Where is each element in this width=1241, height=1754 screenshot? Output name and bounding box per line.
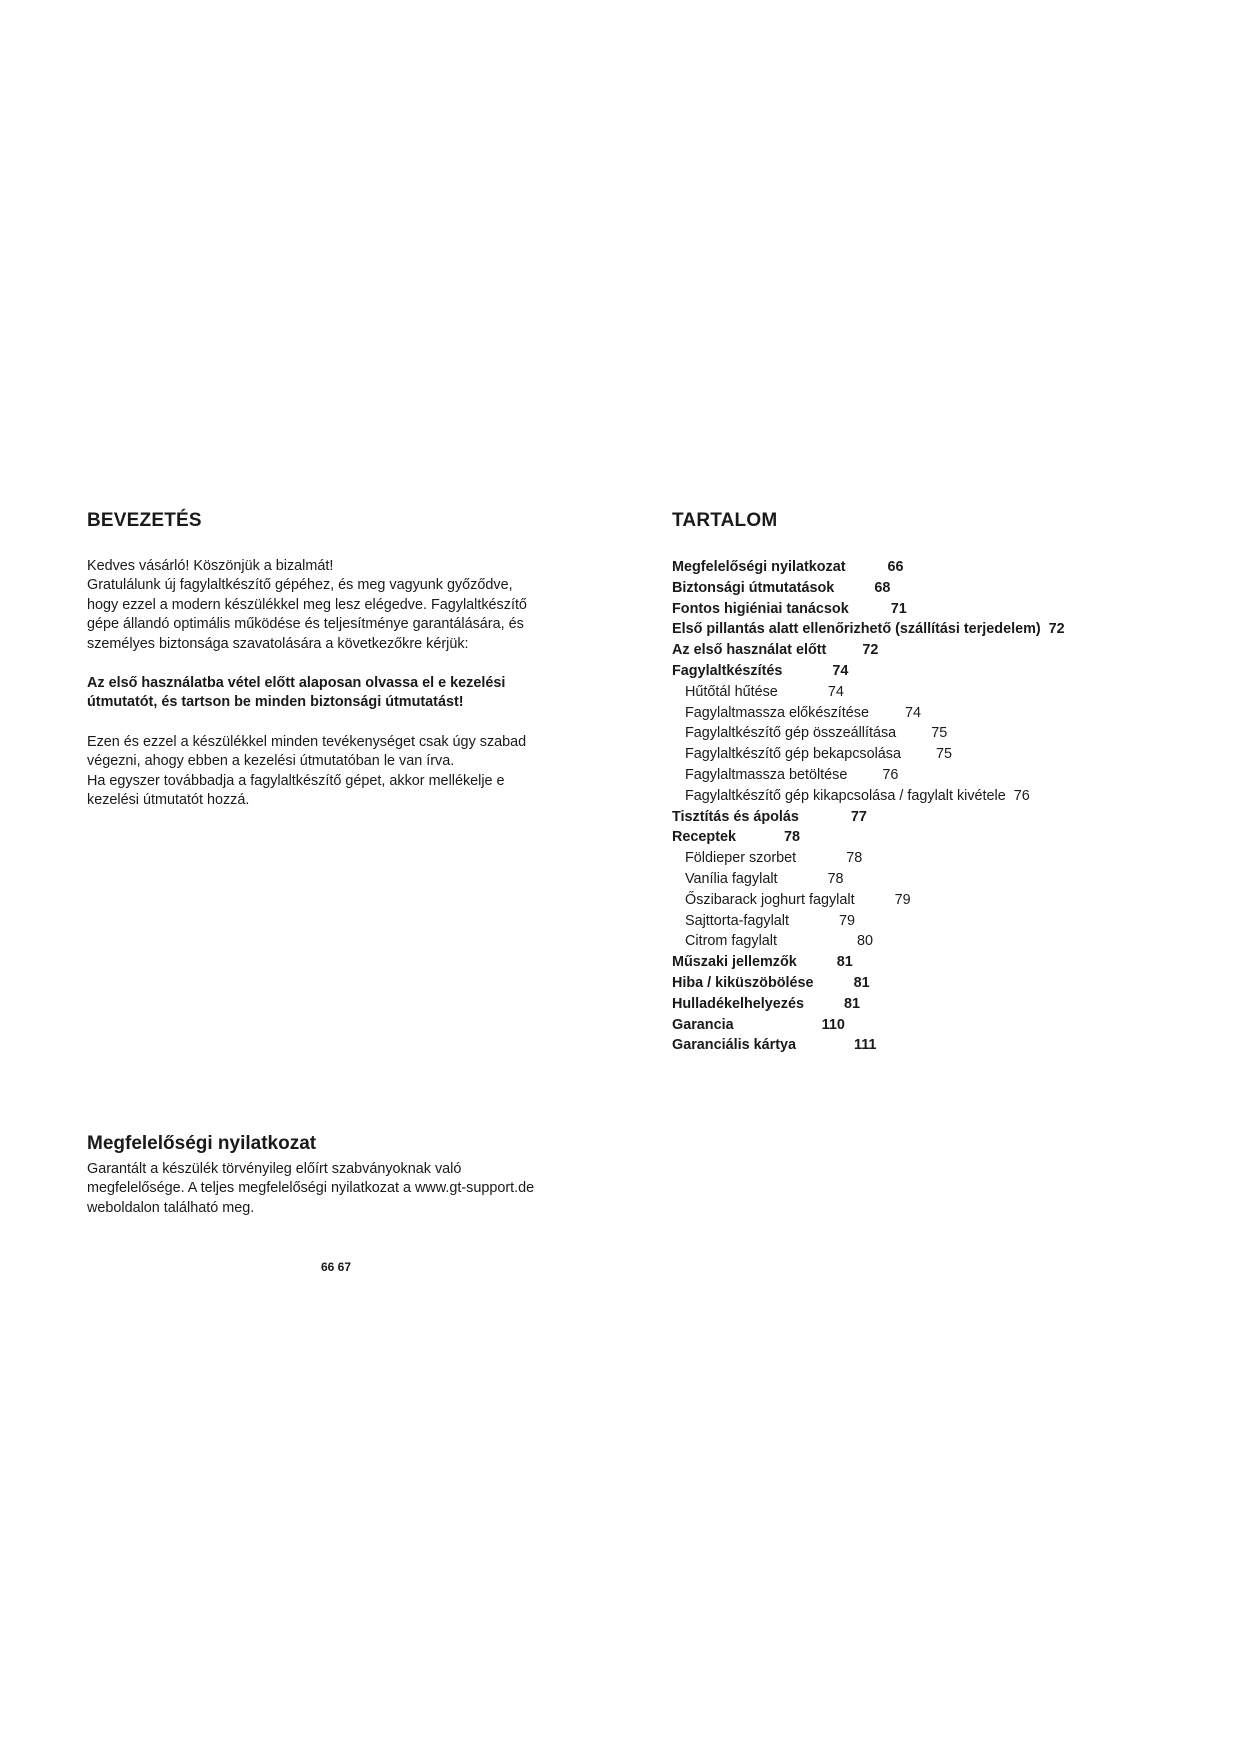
- usage-line: Ha egyszer továbbadja a fagylaltkészítő gépet, akkor mellékelje e: [87, 772, 505, 789]
- toc-entry-page: 68: [874, 579, 891, 596]
- toc-entry[interactable]: [672, 619, 1192, 640]
- toc-entry[interactable]: [672, 682, 1192, 703]
- conformity-body: [87, 1160, 587, 1218]
- conformity-section: [87, 1130, 587, 1218]
- toc-entry-label: Receptek: [672, 829, 736, 846]
- notice-line: útmutatót, és tartson be minden biztonsági útmutatást!: [87, 694, 464, 711]
- usage-line: végezni, ahogy ebben a kezelési útmutatóban le van írva.: [87, 753, 455, 770]
- introduction-column: [87, 505, 587, 810]
- toc-entry[interactable]: [672, 1035, 1192, 1056]
- toc-entry-label: Sajttorta-fagylalt: [685, 912, 789, 929]
- toc-entry-label: Hiba / kiküszöbölése: [672, 974, 814, 991]
- toc-entry[interactable]: [672, 786, 1192, 807]
- page-number-footer: 66 67: [321, 1260, 352, 1274]
- toc-entry[interactable]: [672, 952, 1192, 973]
- conformity-line: weboldalon található meg.: [87, 1199, 255, 1216]
- conformity-line: Garantált a készülék törvényileg előírt szabványoknak való: [87, 1161, 462, 1177]
- toc-entry-page: 79: [838, 912, 855, 929]
- toc-entry-label: Vanília fagylalt: [685, 870, 778, 887]
- toc-entry-page: 78: [846, 850, 863, 867]
- toc-entry-label: Fagylaltmassza betöltése: [685, 766, 848, 783]
- toc-entry[interactable]: [672, 661, 1192, 682]
- safety-notice: [87, 674, 587, 713]
- usage-line: Ezen és ezzel a készülékkel minden tevékenységet csak úgy szabad: [87, 733, 527, 750]
- toc-entry-page: 71: [890, 600, 907, 617]
- toc-entry[interactable]: [672, 827, 1192, 848]
- toc-entry-page: 76: [882, 766, 899, 783]
- greeting-line: személyes biztonsága szavatolására a következőkre kérjük:: [87, 635, 469, 652]
- toc-entry-label: Földieper szorbet: [685, 850, 797, 867]
- toc-entry-label: Citrom fagylalt: [685, 933, 777, 950]
- greeting-paragraph: [87, 557, 587, 654]
- toc-entry-page: 81: [853, 974, 870, 991]
- toc-entry[interactable]: [672, 723, 1192, 744]
- toc-entry-page: 72: [1048, 621, 1065, 638]
- usage-paragraph: [87, 733, 587, 811]
- toc-entry-label: Fagylaltkészítő gép bekapcsolása: [685, 746, 901, 763]
- toc-entry-page: 74: [904, 704, 921, 721]
- toc-entry-page: 74: [827, 683, 844, 700]
- toc-entry-page: 81: [836, 954, 853, 971]
- toc-entry-page: 76: [1013, 787, 1030, 804]
- toc-entry-page: 66: [887, 559, 904, 575]
- toc-entry-page: 110: [821, 1016, 845, 1033]
- toc-entry[interactable]: [672, 973, 1192, 994]
- introduction-title: BEVEZETÉS: [87, 510, 202, 531]
- notice-line: Az első használatba vétel előtt alaposan olvassa el e kezelési: [87, 675, 506, 692]
- toc-entry[interactable]: [672, 807, 1192, 828]
- toc-entry-label: Fagylaltkészítő gép kikapcsolása / fagylalt kivétele: [685, 787, 1006, 804]
- toc-entry-page: 81: [843, 995, 860, 1012]
- toc-entry-page: 78: [827, 870, 844, 887]
- toc-entry[interactable]: [672, 911, 1192, 932]
- toc-entry-label: Fagylaltmassza előkészítése: [685, 704, 869, 721]
- toc-entry-label: Garanciális kártya: [672, 1037, 796, 1054]
- toc-entry-label: Első pillantás alatt ellenőrizhető (szállítási terjedelem): [672, 621, 1041, 638]
- toc-entry-page: 77: [850, 808, 867, 825]
- toc-entry[interactable]: [672, 557, 1192, 578]
- toc-entry-page: 72: [862, 642, 879, 659]
- toc-entry[interactable]: [672, 1015, 1192, 1036]
- table-of-contents: [672, 557, 1192, 1056]
- toc-entry[interactable]: [672, 869, 1192, 890]
- toc-entry-label: Fagylaltkészítés: [672, 662, 783, 679]
- greeting-line: Gratulálunk új fagylaltkészítő gépéhez, és meg vagyunk győződve,: [87, 577, 513, 594]
- toc-entry-label: Az első használat előtt: [672, 642, 827, 659]
- toc-entry-label: Tisztítás és ápolás: [672, 808, 799, 825]
- toc-entry-label: Műszaki jellemzők: [672, 954, 797, 971]
- toc-entry-label: Hűtőtál hűtése: [685, 683, 778, 700]
- toc-entry-label: Megfelelőségi nyilatkozat: [672, 559, 846, 575]
- toc-entry[interactable]: [672, 931, 1192, 952]
- toc-entry-label: Fagylaltkészítő gép összeállítása: [685, 725, 897, 742]
- toc-entry-page: 75: [936, 746, 953, 763]
- toc-entry-page: 74: [832, 662, 849, 679]
- toc-entry-page: 79: [894, 891, 911, 908]
- toc-entry[interactable]: [672, 848, 1192, 869]
- toc-entry-label: Hulladékelhelyezés: [672, 995, 804, 1012]
- toc-entry-label: Őszibarack joghurt fagylalt: [685, 891, 855, 908]
- greeting-line: gépe állandó optimális működése és teljesítménye garantálására, és: [87, 616, 524, 633]
- conformity-title: Megfelelőségi nyilatkozat: [87, 1133, 317, 1154]
- toc-entry[interactable]: [672, 890, 1192, 911]
- contents-column: [672, 505, 1192, 1056]
- toc-entry[interactable]: [672, 640, 1192, 661]
- conformity-line: megfelelősége. A teljes megfelelőségi nyilatkozat a www.gt-support.de: [87, 1180, 535, 1197]
- toc-entry[interactable]: [672, 744, 1192, 765]
- toc-entry[interactable]: [672, 578, 1192, 599]
- toc-entry-label: Garancia: [672, 1016, 734, 1033]
- toc-entry[interactable]: [672, 994, 1192, 1015]
- toc-entry-label: Fontos higiéniai tanácsok: [672, 600, 849, 617]
- toc-entry-page: 78: [784, 829, 801, 846]
- toc-entry-label: Biztonsági útmutatások: [672, 579, 835, 596]
- toc-entry-page: 80: [856, 933, 873, 950]
- toc-entry[interactable]: [672, 599, 1192, 620]
- toc-entry-page: 111: [854, 1037, 877, 1054]
- toc-entry-page: 75: [931, 725, 948, 742]
- greeting-line: Kedves vásárló! Köszönjük a bizalmát!: [87, 558, 334, 574]
- toc-entry[interactable]: [672, 703, 1192, 724]
- toc-entry[interactable]: [672, 765, 1192, 786]
- greeting-line: hogy ezzel a modern készülékkel meg lesz elégedve. Fagylaltkészítő: [87, 596, 527, 613]
- contents-title: TARTALOM: [672, 510, 778, 531]
- usage-line: kezelési útmutatót hozzá.: [87, 792, 250, 809]
